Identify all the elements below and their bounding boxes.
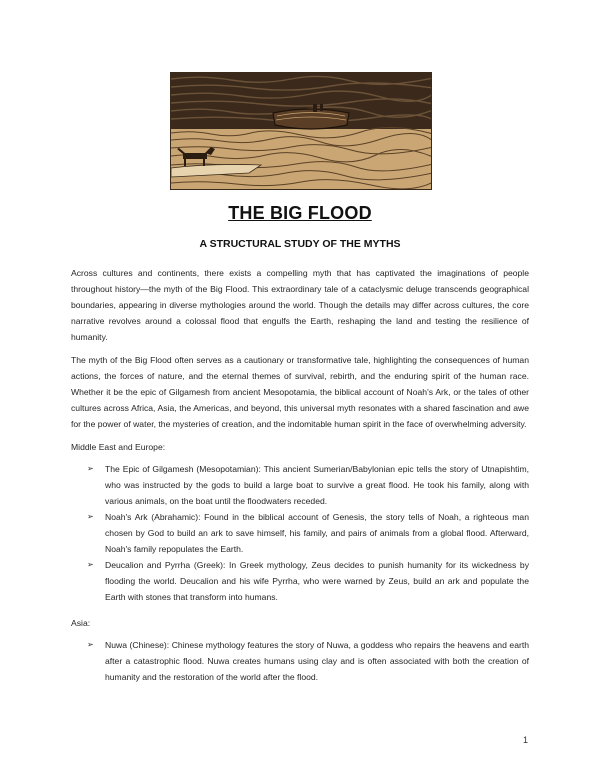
arrow-bullet-icon: ➢ (87, 560, 94, 569)
arrow-bullet-icon: ➢ (87, 640, 94, 649)
list-item (71, 637, 529, 685)
document-subtitle: A STRUCTURAL STUDY OF THE MYTHS (199, 238, 401, 250)
page-number: 1 (522, 735, 528, 745)
list-item-text: Noah's Ark (Abrahamic): Found in the biblical account of Genesis, the story tells of Noah, a righteous man chosen by God to build an ark to save himself, his family, and pairs of animals from a global flood. Afterward, Noah's family repopulates the Earth. (105, 512, 529, 554)
document-title: THE BIG FLOOD (228, 203, 372, 223)
intro-paragraph: Across cultures and continents, there exists a compelling myth that has captivated the imaginations of people throughout history—the myth of the Big Flood. This extraordinary tale of a cataclysmic deluge transcends geographical boundaries, appearing in diverse mythologies around the world. Though the details may differ across cultures, the core narrative revolves around a colossal flood that engulfs the Earth, reshaping the land and testing the resilience of humanity. (71, 268, 529, 342)
ark-illustration (170, 72, 432, 190)
intro-paragraph: The myth of the Big Flood often serves as a cautionary or transformative tale, highlighting the consequences of human actions, the forces of nature, and the eternal themes of survival, rebirth, and the enduring spirit of the human race. Whether it be the epic of Gilgamesh from ancient Mesopotamia, the biblical account of Noah's Ark, or the tales of other cultures across Africa, Asia, the Americas, and beyond, this universal myth resonates with a shared fascination and awe for the power of water, the mysteries of creation, and the indomitable human spirit in the face of overwhelming adversity. (71, 355, 529, 429)
myth-list-middle-east-europe (71, 461, 529, 605)
arrow-bullet-icon: ➢ (87, 512, 94, 521)
arrow-bullet-icon: ➢ (87, 464, 94, 473)
list-item-text: Deucalion and Pyrrha (Greek): In Greek mythology, Zeus decides to punish humanity for its wickedness by flooding the world. Deucalion and his wife Pyrrha, who were warned by Zeus, build an ark and populate the Earth with stones that transform into humans. (105, 560, 529, 602)
section-heading-asia: Asia: (71, 618, 91, 628)
list-item-text: Nuwa (Chinese): Chinese mythology features the story of Nuwa, a goddess who repairs the heavens and earth after a catastrophic flood. Nuwa creates humans using clay and is often associated with both the creation of humanity and the restoration of the world after the flood. (105, 640, 529, 682)
list-item (71, 557, 529, 605)
list-item (71, 509, 529, 557)
section-heading-middle-east-europe: Middle East and Europe: (71, 442, 166, 452)
list-item-text: The Epic of Gilgamesh (Mesopotamian): This ancient Sumerian/Babylonian epic tells the story of Utnapishtim, who was instructed by the gods to build a large boat to survive a great flood. He took his family, along with various animals, on the boat until the floodwaters receded. (105, 464, 529, 506)
list-item (71, 461, 529, 509)
document-body (71, 265, 529, 695)
myth-list-asia (71, 637, 529, 685)
